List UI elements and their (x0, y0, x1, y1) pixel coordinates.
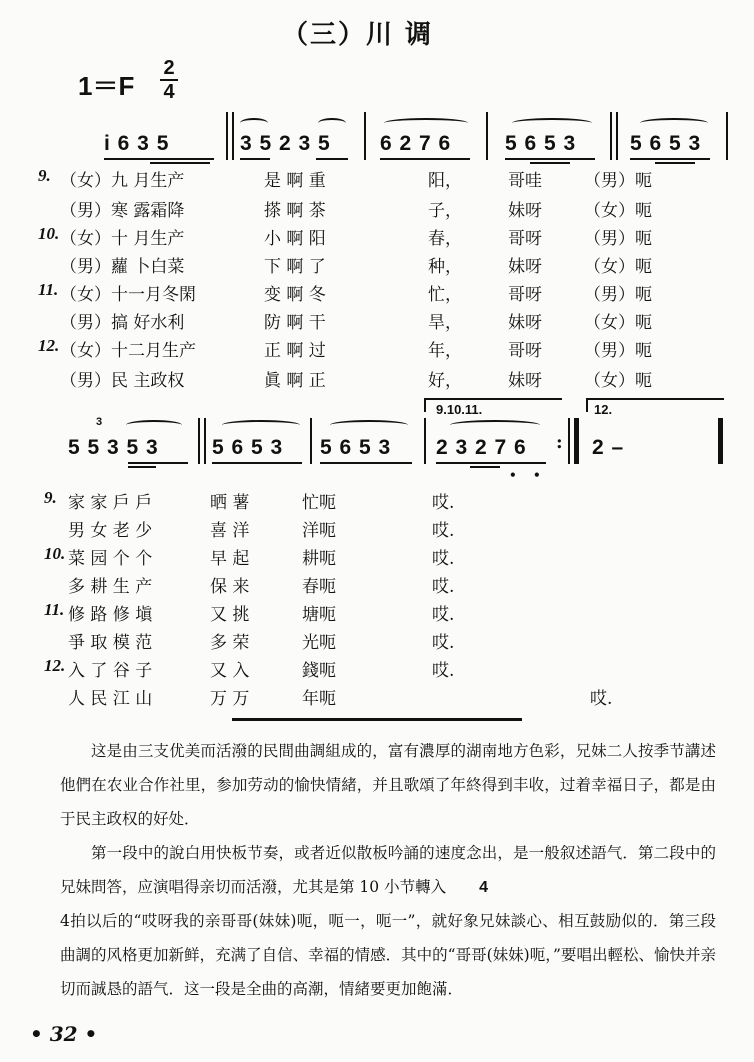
key-signature: 1＝F (78, 71, 135, 101)
page-number: • 32 • (30, 1022, 98, 1046)
lyric-row-1: 9. （女）九 月生产 是 啊 重 阳， 哥哇 （男）呃 (38, 166, 652, 191)
lyric-row-7: 12. （女）十二月生产 正 啊 过 年， 哥呀 （男）呃 (38, 336, 652, 361)
measure-10: 2 – (592, 436, 625, 459)
lyric-row-15: 12. 入 了 谷 子 又 入 錢呃 哎. (44, 656, 455, 681)
measure-5: 5 6 5 3 (630, 132, 702, 155)
paragraph-1: 这是由三支优美而活潑的民間曲調組成的，富有濃厚的湖南地方色彩，兄妹二人按季节講述他們在农业合作社里，参加劳动的愉快情緒，并且歌頌了年終得到丰收，过着幸福日子，都是由于民主政权的好处． (60, 742, 716, 828)
measure-3: 6 2 7 6 (380, 132, 452, 155)
measure-4: 5 6 5 3 (505, 132, 577, 155)
time-bottom: 4 (163, 81, 175, 103)
page-title: （三）川 调 (282, 20, 434, 50)
measure-8: 5 6 5 3 (320, 436, 392, 459)
volta-1-label: 9.10.11. (436, 402, 483, 417)
paragraph-2: 第一段中的說白用快板节奏，或者近似散板吟誦的速度念出，是一般叙述語气．第二段中的兄妹問答，应演唱得亲切而活潑，尤其是第 10 小节轉入 4 (60, 844, 716, 896)
measure-1: i 6 3 5 (104, 132, 170, 155)
lyric-row-9: 9. 家 家 戶 戶 晒 薯 忙呃 哎. (44, 488, 455, 513)
volta-2-label: 12. (594, 402, 613, 417)
measure-6: 5 5 3 5 3 (68, 436, 159, 459)
grace-note: 3 (96, 416, 103, 428)
measure-7: 5 6 5 3 (212, 436, 284, 459)
commentary: 这是由三支优美而活潑的民間曲調組成的，富有濃厚的湖南地方色彩，兄妹二人按季节講述他們在农业合作社里，参加劳动的愉快情緒，并且歌頌了年終得到丰收，过着幸福日子，都是由于民主政权的好处． 第一段中的說白用快板节奏，或者近似散板吟誦的速度念出，是一般叙述語气．第二段中的兄妹問答，应演唱得亲切而活潑，尤其是第 10 小节轉入 4 4拍以后的“哎呀我的亲哥哥(妹妹)呃，呃一，呃一”，就好象兄妹談心、相互鼓励似的．第三段曲調的风格更加新鲜，充满了自信、幸福的情感．其中的“哥哥(妹妹)呃，”要唱出輕松、愉快并亲切而誠恳的語气．这一段是全曲的高潮，情緒要更加飽滿． (60, 734, 716, 1006)
lyric-row-13: 11. 修 路 修 塡 又 挑 塘呃 哎. (44, 600, 455, 625)
section-divider (232, 718, 522, 721)
measure-9: 2 3 2 7 6 (436, 436, 527, 459)
inline-time-signature: 4 (479, 879, 488, 896)
measure-2: 3 5 2 3 5 (240, 132, 331, 155)
lyric-row-11: 10. 菜 园 个 个 早 起 耕呃 哎. (44, 544, 455, 569)
time-signature (160, 58, 178, 102)
lyric-row-5: 11. （女）十一月冬閑 变 啊 冬 忙， 哥呀 （男）呃 (38, 280, 652, 305)
lyric-row-3: 10. （女）十 月生产 小 啊 阳 春， 哥呀 （男）呃 (38, 224, 652, 249)
repeat-dots: : (556, 432, 563, 453)
time-top: 2 (163, 57, 175, 79)
